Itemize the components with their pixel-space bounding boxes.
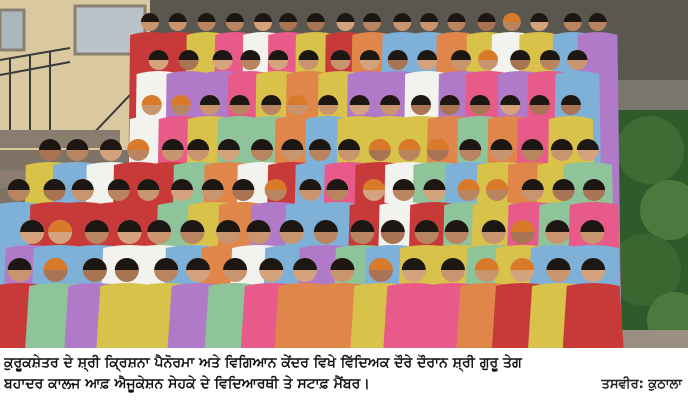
caption-line-1: ਕੁਰੂਕਸ਼ੇਤਰ ਦੇ ਸ਼੍ਰੀ ਕ੍ਰਿਸ਼ਨਾ ਪੈਨੋਰਮਾ ਅਤੇ ਵਿਗਿਆਨ ਕੇਂਦਰ ਵਿਖੇ ਵਿੱਦਿਅਕ ਦੌਰੇ ਦੌਰਾਨ ਸ਼੍ਰੀ ਗੁਰੂ ਤੇਗ xyxy=(4,355,522,371)
building-window-left xyxy=(0,10,24,50)
photo-caption xyxy=(0,349,688,400)
person-body xyxy=(563,283,624,348)
caption-line-2: ਬਹਾਦਰ ਕਾਲਜ ਆਫ਼ ਐਜੂਕੇਸ਼ਨ ਸੇਹਕੇ ਦੇ ਵਿਦਿਆਰਥੀ ਤੇ ਸਟਾਫ਼ ਮੈਂਬਰ। xyxy=(4,376,370,392)
photo-credit: ਤਸਵੀਰ: ਕੁਠਾਲਾ xyxy=(601,377,682,392)
